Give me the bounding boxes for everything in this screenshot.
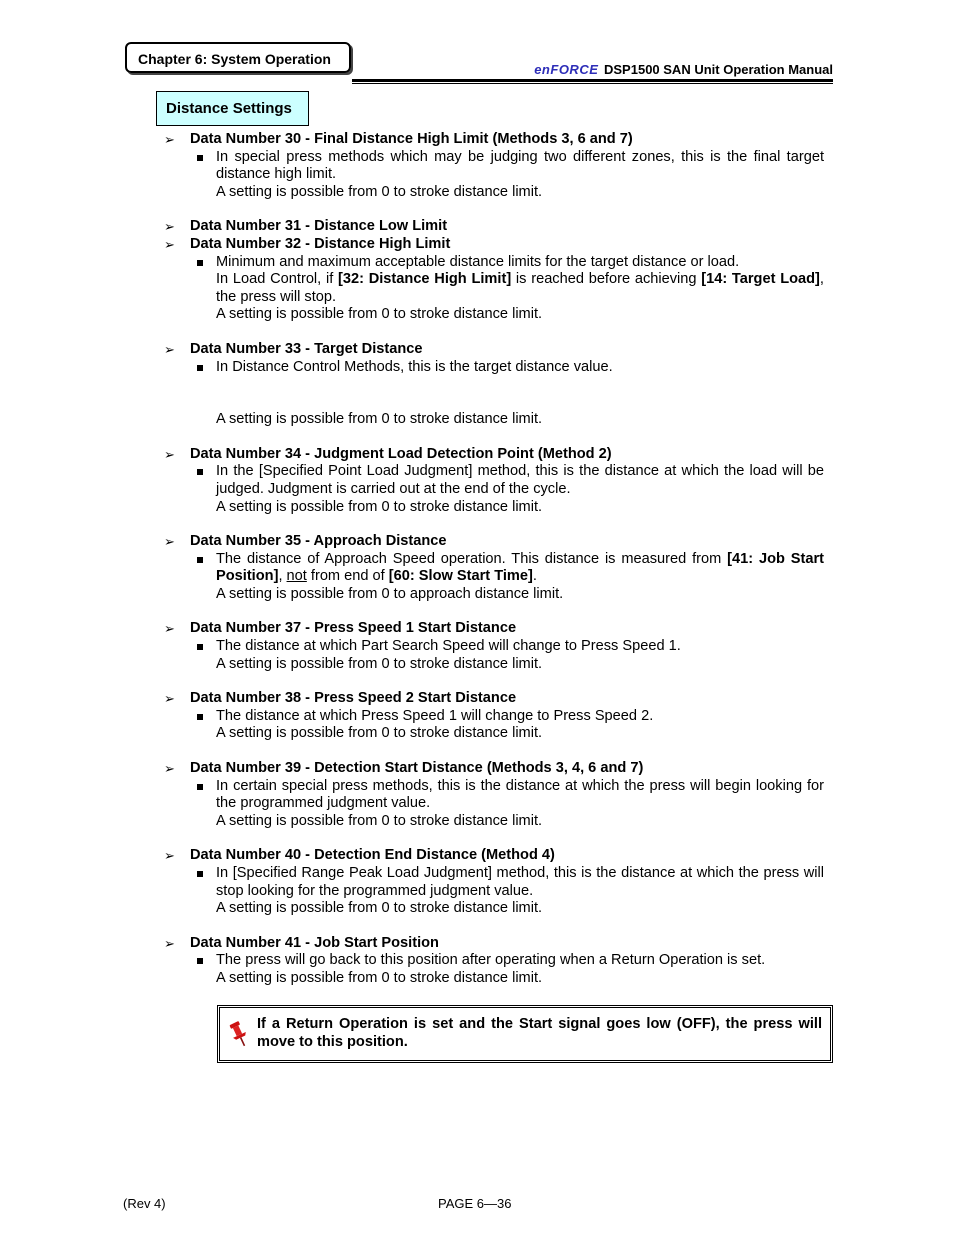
item-d33-setting: A setting is possible from 0 to stroke distance limit. — [216, 411, 543, 428]
item-d40-text: In [Specified Range Peak Load Judgment] method, this is the distance at which the press will stop looking for the programmed judgment value. — [164, 865, 824, 900]
item-d30-text: In special press methods which may be judging two different zones, this is the final target distance high limit. — [164, 149, 824, 184]
enforce-logo: enFORCE — [534, 62, 599, 77]
item-d41-title: ➢ Data Number 41 - Job Start Position — [164, 934, 439, 951]
arrow-bullet-icon: ➢ — [164, 935, 175, 951]
item-d38-title: ➢ Data Number 38 - Press Speed 2 Start Distance — [164, 690, 517, 707]
arrow-bullet-icon: ➢ — [164, 446, 175, 462]
arrow-bullet-icon: ➢ — [164, 691, 175, 707]
item-d32-setting: A setting is possible from 0 to stroke distance limit. — [216, 306, 543, 323]
item-d39-setting: A setting is possible from 0 to stroke distance limit. — [216, 812, 543, 829]
header-rule-thin — [352, 83, 833, 84]
square-bullet-icon — [197, 958, 203, 964]
pushpin-icon — [229, 1020, 249, 1048]
arrow-bullet-icon: ➢ — [164, 534, 175, 550]
arrow-bullet-icon: ➢ — [164, 236, 175, 252]
content — [164, 131, 824, 988]
square-bullet-icon — [197, 714, 203, 720]
chapter-label: Chapter 6: System Operation — [125, 42, 351, 73]
item-d37-setting: A setting is possible from 0 to stroke distance limit. — [216, 655, 543, 672]
arrow-bullet-icon: ➢ — [164, 621, 175, 637]
square-bullet-icon — [197, 871, 203, 877]
item-d31-title: ➢ Data Number 31 - Distance Low Limit — [164, 218, 448, 235]
item-d32-title: ➢ Data Number 32 - Distance High Limit — [164, 235, 451, 252]
item-d40-setting: A setting is possible from 0 to stroke distance limit. — [216, 900, 543, 917]
arrow-bullet-icon: ➢ — [164, 219, 175, 235]
square-bullet-icon — [197, 644, 203, 650]
square-bullet-icon — [197, 260, 203, 266]
item-d38-setting: A setting is possible from 0 to stroke distance limit. — [216, 725, 543, 742]
square-bullet-icon — [197, 365, 203, 371]
square-bullet-icon — [197, 557, 203, 563]
item-d40-title: ➢ Data Number 40 - Detection End Distance (Method 4) — [164, 847, 555, 864]
item-d34-setting: A setting is possible from 0 to stroke distance limit. — [216, 498, 543, 515]
item-d30-setting: A setting is possible from 0 to stroke distance limit. — [216, 183, 543, 200]
arrow-bullet-icon: ➢ — [164, 848, 175, 864]
item-d41-setting: A setting is possible from 0 to stroke distance limit. — [216, 969, 543, 986]
footer-rev: (Rev 4) — [123, 1196, 166, 1211]
square-bullet-icon — [197, 784, 203, 790]
item-d35-text: The distance of Approach Speed operation. This distance is measured from [41: Job Start Position], not from end of [60: Slow Start Time]. — [164, 551, 824, 586]
item-d38-text: The distance at which Press Speed 1 will change to Press Speed 2. — [164, 708, 824, 726]
item-d34-text: In the [Specified Point Load Judgment] method, this is the distance at which the load will be judged. Judgment is carried out at the end of the cycle. — [164, 463, 824, 498]
header-rule — [352, 79, 833, 82]
item-d37-title: ➢ Data Number 37 - Press Speed 1 Start Distance — [164, 620, 517, 637]
item-d35-title: ➢ Data Number 35 - Approach Distance — [164, 533, 447, 550]
item-d30-title: ➢ Data Number 30 - Final Distance High Limit (Methods 3, 6 and 7) — [164, 131, 633, 147]
item-d32-text: Minimum and maximum acceptable distance limits for the target distance or load. — [164, 254, 824, 272]
item-d32-text2: In Load Control, if [32: Distance High Limit] is reached before achieving [14: Target Load], the press will stop. — [216, 271, 824, 305]
section-title: Distance Settings — [156, 91, 309, 126]
item-d39-text: In certain special press methods, this is the distance at which the press will begin looking for the programmed judgment value. — [164, 778, 824, 813]
item-d37-text: The distance at which Part Search Speed will change to Press Speed 1. — [164, 638, 824, 656]
square-bullet-icon — [197, 155, 203, 161]
note-text: If a Return Operation is set and the Start signal goes low (OFF), the press will move to this position. — [257, 1016, 822, 1050]
item-d35-setting: A setting is possible from 0 to approach distance limit. — [216, 585, 564, 602]
square-bullet-icon — [197, 469, 203, 475]
arrow-bullet-icon: ➢ — [164, 761, 175, 777]
footer-page: PAGE 6―36 — [438, 1196, 512, 1211]
item-d34-title: ➢ Data Number 34 - Judgment Load Detection Point (Method 2) — [164, 445, 612, 462]
manual-title — [534, 62, 833, 77]
arrow-bullet-icon: ➢ — [164, 132, 175, 147]
note-box — [217, 1005, 833, 1063]
arrow-bullet-icon: ➢ — [164, 341, 175, 357]
manual-name: DSP1500 SAN Unit Operation Manual — [604, 62, 833, 77]
item-d39-title: ➢ Data Number 39 - Detection Start Distance (Methods 3, 4, 6 and 7) — [164, 760, 644, 777]
item-d33-title: ➢ Data Number 33 - Target Distance — [164, 340, 423, 357]
item-d41-text: The press will go back to this position after operating when a Return Operation is set. — [164, 952, 824, 970]
item-d33-text: In Distance Control Methods, this is the target distance value. — [164, 359, 824, 377]
